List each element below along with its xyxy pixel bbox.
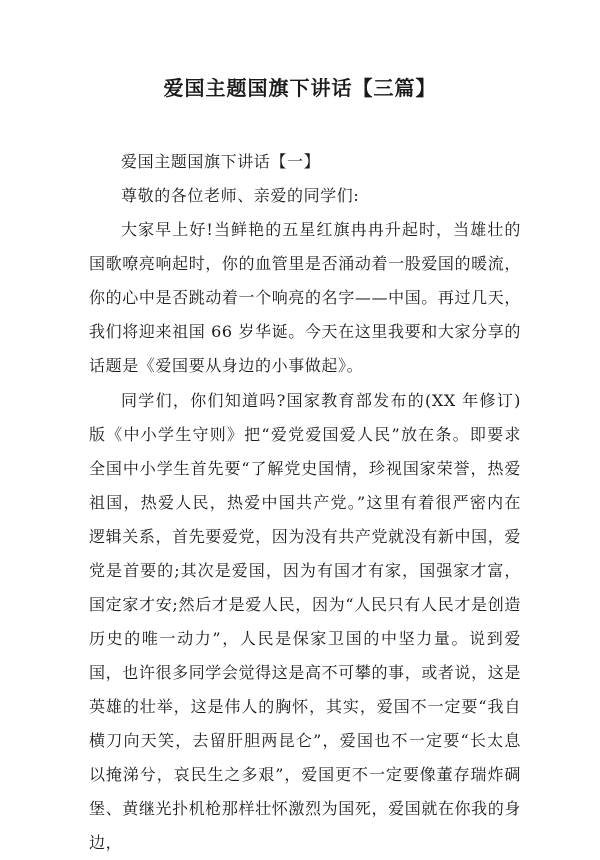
paragraph: 同学们，你们知道吗?国家教育部发布的(XX 年修订)版《中小学生守则》把“爱党爱国爱人民”放在条。即要求全国中小学生首先要“了解党史国情，珍视国家荣誉，热爱祖国，热爱人民，热爱中国共产党。”这里有着很严密内在逻辑关系，首先要爱党，因为没有共产党就没有新中国，爱党是首要的;其次是爱国，因为有国才有家，国强家才富，国定家才安;然后才是爱人民，因为“人民只有人民才是创造历史的唯一动力”，人民是保家卫国的中坚力量。说到爱国，也许很多同学会觉得这是高不可攀的事，或者说，这是英雄的壮举，这是伟人的胸怀，其实，爱国不一定要“我自横刀向天笑，去留肝胆两昆仑”，爱国也不一定要“长太息以掩涕兮，哀民生之多艰”，爱国更不一定要像董存瑞炸碉堡、黄继光扑机枪那样壮怀激烈为国死，爱国就在你我的身边，	[89, 391, 521, 852]
document-title: 爱国主题国旗下讲话【三篇】	[163, 76, 437, 100]
document-body	[89, 145, 521, 860]
paragraph: 大家早上好!当鲜艳的五星红旗冉冉升起时，当雄壮的国歌嘹亮响起时，你的血管里是否涌动着一股爱国的暖流，你的心中是否跳动着一个响亮的名字——中国。再过几天，我们将迎来祖国 66 岁华诞。今天在这里我要和大家分享的话题是《爱国要从身边的小事做起》。	[89, 220, 521, 375]
section-subtitle: 爱国主题国旗下讲话【一】	[121, 152, 321, 171]
salutation: 尊敬的各位老师、亲爱的同学们:	[121, 186, 360, 205]
